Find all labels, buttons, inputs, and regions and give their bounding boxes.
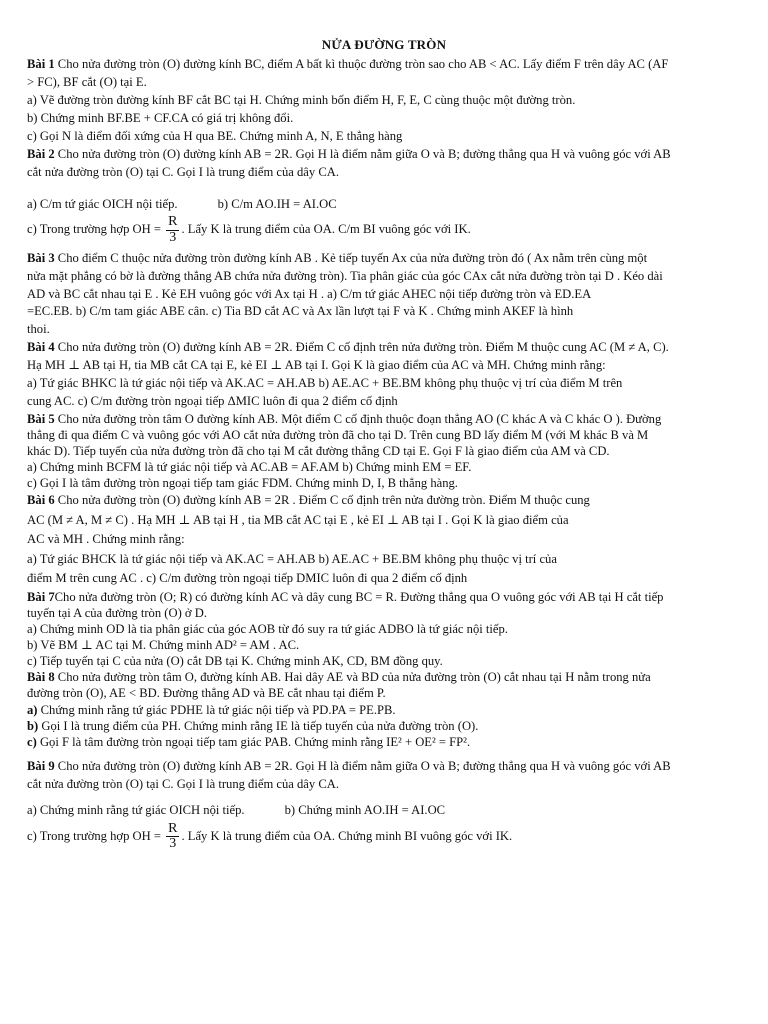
fraction-denominator: 3: [169, 230, 177, 246]
line-text: Gọi F là tâm đường tròn ngoại tiếp tam giác PAB. Chứng minh rằng IE² + OE² = FP².: [36, 734, 471, 749]
part-label: a): [27, 702, 38, 717]
text-line: [27, 702, 741, 718]
text-line: > FC), BF cắt (O) tại E.: [27, 75, 147, 90]
line-text: Cho nửa đường tròn (O) đường kính AB = 2R. Gọi H là điểm nằm giữa O và B; đường thẳng qua H và vuông góc với AB: [54, 146, 671, 161]
text-line: [27, 802, 741, 820]
text-line: c) Tiếp tuyến tại C của nửa (O) cắt DB tại K. Chứng minh AK, CD, BM đồng quy.: [27, 654, 443, 669]
bai9-block: [27, 758, 741, 852]
part-a: a) C/m tứ giác OICH nội tiếp.: [27, 196, 178, 211]
line-text: Cho nửa đường tròn tâm O, đường kính AB. Hai dây AE và BD của nửa đường tròn (O) cắt nhau tại H nằm trong nửa: [54, 670, 651, 685]
part-c-prefix: c) Trong trường hợp OH =: [27, 222, 165, 237]
text-line: c) Gọi I là tâm đường tròn ngoại tiếp tam giác FDM. Chứng minh D, I, B thẳng hàng.: [27, 476, 458, 491]
exercise-label: Bài 7: [27, 589, 55, 604]
text-line: tuyến tại A của đường tròn (O) ở D.: [27, 605, 207, 620]
part-a: a) Chứng minh rằng tứ giác OICH nội tiếp.: [27, 802, 245, 817]
text-line: AC và MH . Chứng minh rằng:: [27, 532, 185, 547]
text-line: [27, 411, 741, 427]
text-line: [27, 718, 741, 734]
part-c-prefix: c) Trong trường hợp OH =: [27, 828, 165, 843]
text-line: cắt nửa đường tròn (O) tại C. Gọi I là trung điểm của dây CA.: [27, 164, 339, 179]
text-line: a) Vẽ đường tròn đường kính BF cắt BC tại H. Chứng minh bốn điểm H, F, E, C cùng thuộc một đường tròn.: [27, 93, 576, 108]
bai5-block: [27, 411, 741, 492]
text-line: [27, 734, 741, 750]
text-line: [27, 250, 741, 268]
text-line: Hạ MH ⊥ AB tại H, tia MB cắt CA tại E, kẻ EI ⊥ AB tại I. Gọi K là giao điểm của AC và MH. Chứng minh rằng:: [27, 358, 606, 373]
text-line: AD và BC cắt nhau tại E . Kẻ EH vuông góc với Ax tại H . a) C/m tứ giác AHEC nội tiếp đường tròn và ED.EA: [27, 286, 592, 301]
text-line: [27, 146, 741, 164]
bai6-block: [27, 491, 741, 589]
exercise-label: Bài 4: [27, 340, 55, 355]
text-line: [27, 339, 741, 357]
bai4-block: [27, 339, 741, 411]
line-text: Cho điểm C thuộc nửa đường tròn đường kính AB . Kẻ tiếp tuyến Ax của nửa đường tròn đó ( Ax nằm trên cùng một: [54, 250, 648, 265]
text-line: [27, 669, 741, 685]
line-text: Cho nửa đường tròn (O; R) có đường kính AC và dây cung BC = R. Đường thẳng qua O vuông góc với AB tại H cắt tiếp: [54, 589, 664, 604]
exercise-label: Bài 8: [27, 670, 55, 685]
exercise-label: Bài 9: [27, 758, 55, 773]
text-line: đường tròn (O), AE < BD. Đường thẳng AD và BE cắt nhau tại điểm P.: [27, 686, 386, 701]
line-text: Cho nửa đường tròn (O) đường kính BC, điểm A bất kì thuộc đường tròn sao cho AB < AC. Lấy điểm F trên dây AC (AF: [54, 57, 669, 72]
part-label: c): [27, 734, 37, 749]
part-c-suffix: . Lấy K là trung điểm của OA. Chứng minh BI vuông góc với IK.: [181, 828, 513, 843]
fraction-numerator: R: [168, 214, 178, 230]
bai3-block: [27, 250, 741, 339]
text-line: [27, 822, 741, 852]
text-line: b) Vẽ BM ⊥ AC tại M. Chứng minh AD² = AM . AC.: [27, 638, 300, 653]
line-text: Chứng minh rằng tứ giác PDHE là tứ giác nội tiếp và PD.PA = PE.PB.: [37, 702, 396, 717]
text-line: [27, 215, 741, 245]
text-line: thoi.: [27, 322, 50, 337]
part-b: b) C/m AO.IH = AI.OC: [217, 196, 337, 211]
exercise-label: Bài 6: [27, 493, 55, 508]
line-text: Gọi I là trung điểm của PH. Chứng minh rằng IE là tiếp tuyến của nửa đường tròn (O).: [38, 718, 479, 733]
text-line: a) Chứng minh OD là tia phân giác của góc AOB từ đó suy ra tứ giác ADBO là tứ giác nội tiếp.: [27, 622, 508, 637]
text-line: b) Chứng minh BF.BE + CF.CA có giá trị không đổi.: [27, 111, 294, 126]
text-line: [27, 491, 741, 511]
text-line: điểm M trên cung AC . c) C/m đường tròn ngoại tiếp DMIC luôn đi qua 2 điểm cố định: [27, 571, 468, 586]
bai2-block: [27, 146, 741, 246]
fraction: [166, 215, 179, 245]
text-line: [27, 56, 741, 74]
text-line: =EC.EB. b) C/m tam giác ABE cân. c) Tia BD cắt AC và Ax lần lượt tại F và K . Chứng minh AKEF là hình: [27, 304, 574, 319]
document-title: NỬA ĐƯỜNG TRÒN: [321, 37, 447, 52]
exercise-label: Bài 1: [27, 57, 55, 72]
fraction-denominator: 3: [169, 836, 177, 852]
line-text: Cho nửa đường tròn (O) đường kính AB = 2R. Gọi H là điểm nằm giữa O và B; đường thẳng qua H và vuông góc với AB: [54, 758, 671, 773]
part-c-suffix: . Lấy K là trung điểm của OA. C/m BI vuông góc với IK.: [181, 222, 471, 237]
text-line: a) Tứ giác BHCK là tứ giác nội tiếp và AK.AC = AH.AB b) AE.AC + BE.BM không phụ thuộc vị trí của: [27, 551, 557, 566]
line-text: Cho nửa đường tròn tâm O đường kính AB. Một điểm C cố định thuộc đoạn thẳng AO (C khác A và C khác O ). Đường: [54, 411, 662, 426]
line-text: Cho nửa đường tròn (O) đường kính AB = 2R. Điểm C cố định trên nửa đường tròn. Điểm M thuộc cung AC (M ≠ A, C).: [54, 340, 669, 355]
text-line: a) Chứng minh BCFM là tứ giác nội tiếp và AC.AB = AF.AM b) Chứng minh EM = EF.: [27, 460, 472, 475]
text-line: nửa mặt phẳng có bờ là đường thẳng AB chứa nửa đường tròn). Tia phân giác của góc CAx cắt nửa đường tròn tại D . Kéo dài: [27, 268, 663, 283]
part-label: b): [27, 718, 39, 733]
bai7-block: [27, 589, 741, 670]
bai1-block: [27, 56, 741, 145]
text-line: c) Gọi N là điểm đối xứng của H qua BE. Chứng minh A, N, E thẳng hàng: [27, 128, 403, 143]
text-line: cung AC. c) C/m đường tròn ngoại tiếp ΔMIC luôn đi qua 2 điểm cố định: [27, 393, 398, 408]
text-line: a) Tứ giác BHKC là tứ giác nội tiếp và AK.AC = AH.AB b) AE.AC + BE.BM không phụ thuộc vị trí của điểm M trên: [27, 375, 623, 390]
exercise-label: Bài 3: [27, 250, 55, 265]
line-text: Cho nửa đường tròn (O) đường kính AB = 2R . Điểm C cố định trên nửa đường tròn. Điểm M thuộc cung: [54, 493, 590, 508]
document-page: [27, 36, 741, 852]
text-line: cắt nửa đường tròn (O) tại C. Gọi I là trung điểm của dây CA.: [27, 776, 339, 791]
exercise-label: Bài 2: [27, 146, 55, 161]
bai8-block: [27, 669, 741, 750]
text-line: thẳng đi qua điểm C và vuông góc với AO cắt nửa đường tròn đã cho tại D. Trên cung BD lấy điểm M (với M khác B và M: [27, 427, 649, 442]
fraction-numerator: R: [168, 820, 178, 836]
fraction: [166, 822, 179, 852]
part-b: b) Chứng minh AO.IH = AI.OC: [284, 802, 446, 817]
text-line: AC (M ≠ A, M ≠ C) . Hạ MH ⊥ AB tại H , tia MB cắt AC tại E , kẻ EI ⊥ AB tại I . Gọi K là giao điểm của: [27, 512, 569, 527]
text-line: khác D). Tiếp tuyến của nửa đường tròn đã cho tại M cắt đường thẳng CD tại E. Gọi F là giao điểm của AM và CD.: [27, 443, 610, 458]
text-line: [27, 758, 741, 776]
text-line: [27, 589, 741, 605]
text-line: [27, 196, 741, 214]
exercise-label: Bài 5: [27, 411, 55, 426]
